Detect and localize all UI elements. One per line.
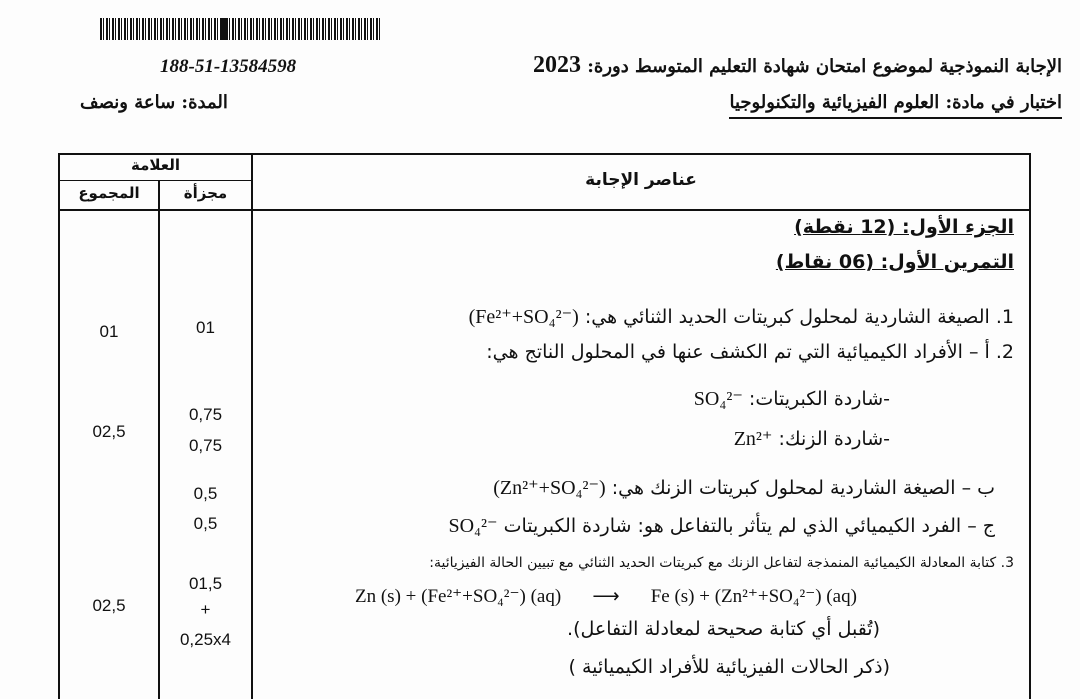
q2b-answer (493, 475, 995, 500)
q2a-partial-mark-2: 0,75 (188, 436, 223, 455)
q2b-partial-mark: 0,5 (193, 484, 218, 503)
q2c-text: ج – الفرد الكيميائي الذي لم يتأثر بالتفاعل هو: شاردة الكبريتات (503, 515, 995, 537)
title-text: الإجابة النموذجية لموضوع امتحان شهادة التعليم المتوسط دورة: (587, 56, 1062, 77)
document-title (533, 52, 1062, 79)
sulfate-label: -شاردة الكبريتات: (748, 388, 890, 410)
duration: المدة: ساعة ونصف (80, 92, 228, 113)
zinc-formula: Zn²⁺ (733, 428, 773, 450)
exercise1-heading: التمرين الأول: (06 نقاط) (775, 251, 1014, 273)
q2c-partial-mark: 0,5 (193, 514, 218, 533)
q3-partial-mark-1: 01,5 (188, 574, 223, 593)
q2b-formula: (Zn²⁺+SO₄²⁻) (493, 477, 606, 499)
equation-products: Fe (s) + (Zn²⁺+SO₄²⁻) (aq) (650, 586, 857, 607)
q3-answer: 3. كتابة المعادلة الكيميائية المنمذجة لتفاعل الزنك مع كبريتات الحديد الثنائي مع تبيين الحالة الفيزيائية: (429, 555, 1014, 571)
subject-line: اختبار في مادة: العلوم الفيزيائية والتكنولوجيا (729, 92, 1062, 119)
q1-formula: (Fe²⁺+SO₄²⁻) (468, 306, 579, 328)
note-any-correct: (تُقبل أي كتابة صحيحة لمعادلة التفاعل). (567, 618, 880, 640)
q1-answer (469, 304, 1014, 329)
q2a-partial-mark-1: 0,75 (188, 405, 223, 424)
partial-header: مجزأة (183, 184, 228, 202)
q3-plus: + (200, 600, 211, 619)
mark-header: العلامة (130, 156, 180, 174)
q2b-text: ب – الصيغة الشاردية لمحلول كبريتات الزنك هي: (611, 477, 995, 499)
barcode-number: 188-51-13584598 (160, 56, 297, 77)
q2a-zinc (734, 426, 890, 451)
total-header: المجموع (78, 184, 140, 202)
q3-partial-mark-2: 0,25x4 (179, 630, 232, 649)
barcode (100, 18, 380, 40)
answers-header: عناصر الإجابة (585, 170, 697, 190)
reaction-arrow-icon: ⟶ (592, 586, 620, 607)
q2c-answer (448, 513, 995, 538)
equation-reactants: Zn (s) + (Fe²⁺+SO₄²⁻) (aq) (355, 586, 562, 607)
q1-text: 1. الصيغة الشاردية لمحلول كبريتات الحديد الثنائي هي: (584, 306, 1014, 328)
chemical-equation (355, 585, 857, 608)
sulfate-formula: SO₄²⁻ (693, 388, 743, 410)
q3-total-mark: 02,5 (92, 596, 126, 615)
exam-year: 2023 (533, 52, 581, 78)
q2a-answer: 2. أ – الأفراد الكيميائية التي تم الكشف عنها في المحلول الناتج هي: (486, 341, 1014, 363)
part1-heading: الجزء الأول: (12 نقطة) (794, 216, 1014, 238)
q2-total-mark: 02,5 (92, 422, 126, 441)
q1-partial-mark: 01 (196, 318, 215, 337)
note-physical-states: (ذكر الحالات الفيزيائية للأفراد الكيميائية ) (568, 656, 890, 678)
q2a-sulfate (694, 386, 890, 411)
zinc-label: -شاردة الزنك: (778, 428, 890, 450)
q1-total-mark: 01 (99, 322, 119, 341)
q2c-formula: SO₄²⁻ (448, 515, 498, 537)
